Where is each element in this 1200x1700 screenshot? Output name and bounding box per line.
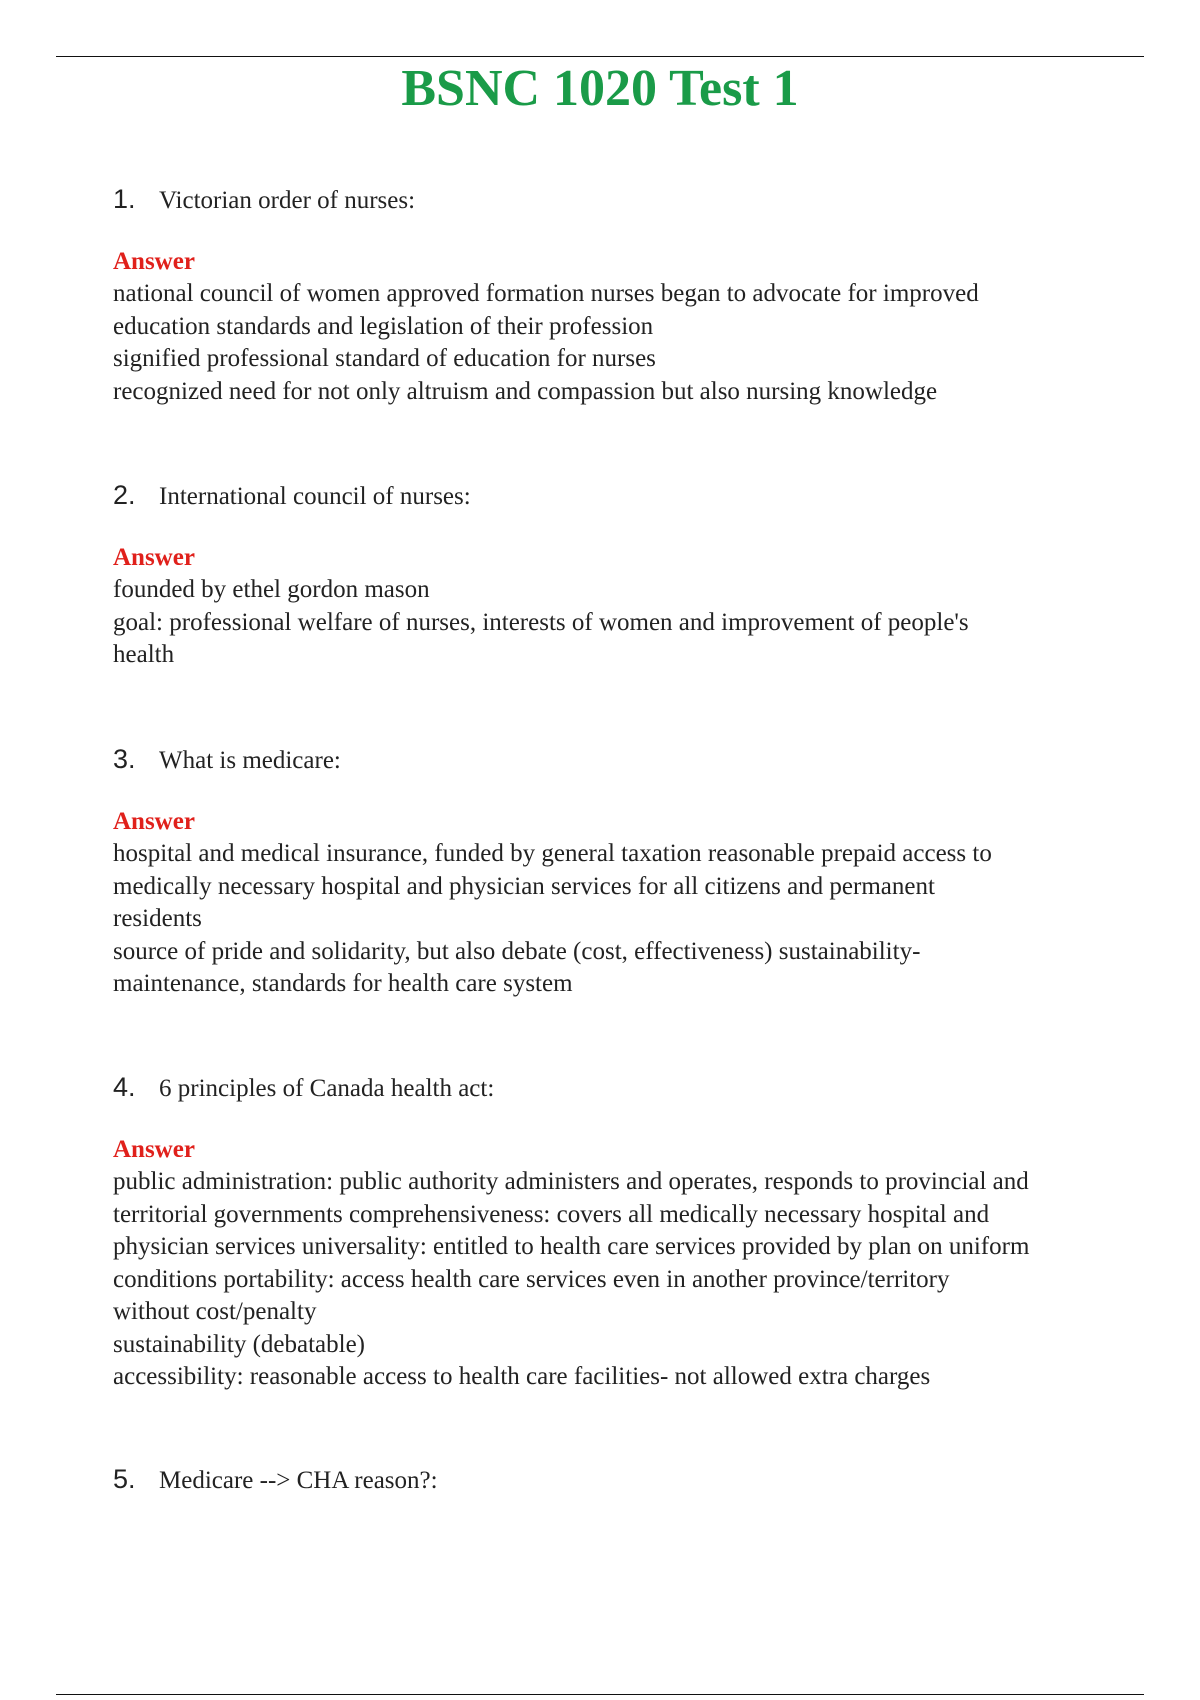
answer-line: signified professional standard of education for nurses (113, 345, 656, 372)
document-title: BSNC 1020 Test 1 (401, 60, 799, 117)
question-header (113, 1072, 1148, 1106)
answer-line: conditions portability: access health care services even in another province/territory (113, 1265, 950, 1293)
question-text: 6 principles of Canada health act: (159, 1075, 495, 1102)
answer-line: without cost/penalty (113, 1298, 317, 1325)
question-number: 5. (113, 1464, 136, 1494)
answer-line: recognized need for not only altruism and compassion but also nursing knowledge (113, 377, 938, 405)
answer-line: health (113, 641, 175, 668)
question-number: 2. (113, 480, 136, 510)
answer-line: sustainability (debatable) (113, 1330, 366, 1358)
question-5 (113, 1464, 1148, 1498)
question-text: Victorian order of nurses: (159, 187, 416, 214)
answer-line: physician services universality: entitled to health care services provided by plan on uniform (113, 1233, 1030, 1260)
answer-line: national council of women approved formation nurses began to advocate for improved (113, 280, 979, 307)
question-1 (113, 184, 1148, 408)
answer-line: maintenance, standards for health care system (113, 970, 573, 997)
question-header (113, 480, 1148, 514)
answer-label: Answer (113, 808, 195, 835)
question-3 (113, 744, 1148, 1001)
question-text: What is medicare: (159, 747, 341, 774)
question-4 (113, 1072, 1148, 1394)
answer-line: goal: professional welfare of nurses, interests of women and improvement of people's (113, 608, 969, 636)
answer-line: education standards and legislation of their profession (113, 312, 654, 340)
answer-line: public administration: public authority administers and operates, responds to provincial and (113, 1168, 1029, 1195)
top-rule (56, 56, 1144, 57)
answer-label: Answer (113, 544, 195, 571)
question-text: Medicare --> CHA reason?: (159, 1467, 438, 1494)
answer-label: Answer (113, 248, 195, 275)
question-number: 3. (113, 744, 136, 774)
answer-line: medically necessary hospital and physician services for all citizens and permanent (113, 872, 935, 900)
question-header (113, 184, 1148, 218)
bottom-rule (56, 1694, 1144, 1695)
answer-line: founded by ethel gordon mason (113, 576, 430, 603)
answer-body (113, 278, 1148, 408)
answer-body (113, 574, 1148, 672)
answer-body (113, 838, 1148, 1001)
answer-body (113, 1166, 1148, 1394)
answer-line: hospital and medical insurance, funded by general taxation reasonable prepaid access to (113, 840, 992, 867)
question-2 (113, 480, 1148, 672)
question-number: 1. (113, 184, 136, 214)
question-number: 4. (113, 1072, 136, 1102)
answer-line: residents (113, 905, 202, 932)
question-header (113, 1464, 1148, 1498)
answer-line: source of pride and solidarity, but also debate (cost, effectiveness) sustainability- (113, 937, 921, 965)
answer-line: accessibility: reasonable access to health care facilities- not allowed extra charges (113, 1363, 931, 1390)
question-header (113, 744, 1148, 778)
answer-line: territorial governments comprehensiveness: covers all medically necessary hospital and (113, 1200, 990, 1228)
question-text: International council of nurses: (159, 483, 471, 510)
answer-label: Answer (113, 1136, 195, 1163)
